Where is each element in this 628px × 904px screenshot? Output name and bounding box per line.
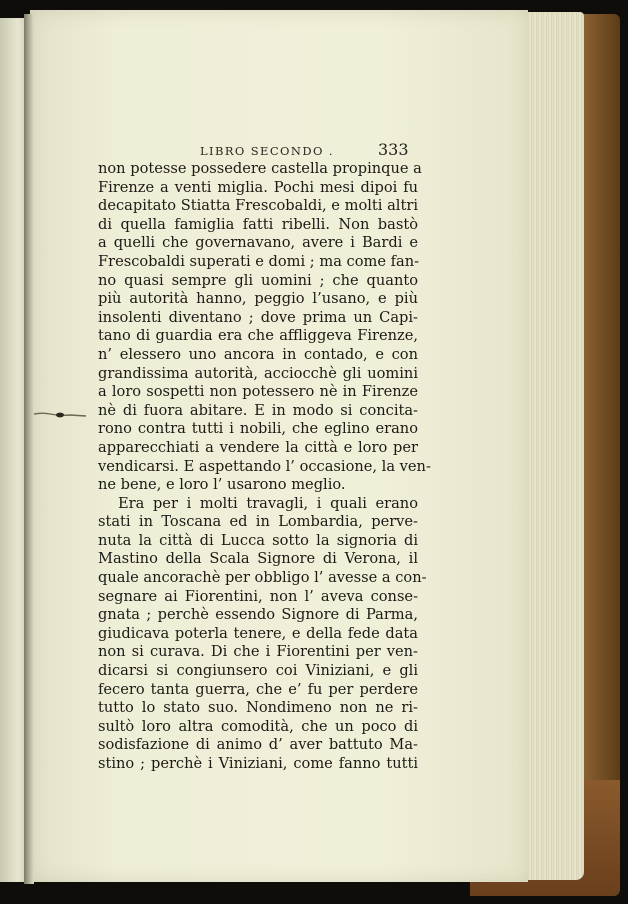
text-line: sodisfazione di animo d’ aver battuto Ma-: [98, 736, 418, 754]
text-line: n’ elessero uno ancora in contado, e con: [98, 345, 418, 363]
text-line: Frescobaldi superati e domi ; ma come fan-: [98, 252, 420, 270]
text-line: a quelli che governavano, avere i Bardi e: [98, 234, 418, 252]
text-line: non potesse possedere castella propinque a: [98, 160, 422, 177]
book-page: [30, 10, 528, 882]
text-line: fecero tanta guerra, che e’ fu per perdere: [98, 680, 418, 698]
page-number: 333: [378, 140, 409, 159]
text-line: Firenze a venti miglia. Pochi mesi dipoi fu: [98, 178, 418, 196]
text-line: segnare ai Fiorentini, non l’ aveva conse-: [98, 587, 418, 605]
text-line: Mastino della Scala Signore di Verona, il: [98, 550, 418, 568]
text-line: giudicava poterla tenere, e della fede data: [98, 624, 418, 642]
body-text: [98, 160, 431, 774]
text-line: tutto lo stato suo. Nondimeno non ne ri-: [98, 699, 418, 717]
text-line: nuta la città di Lucca sotto la signoria di: [98, 531, 418, 549]
text-line: più autorità hanno, peggio l’usano, e più: [98, 290, 418, 308]
text-line: tano di guardia era che affliggeva Firenze,: [98, 327, 418, 345]
text-line: grandissima autorità, acciocchè gli uomini: [98, 364, 418, 382]
text-line: sultò loro altra comodità, che un poco di: [98, 717, 418, 735]
text-line: vendicarsi. E aspettando l’ occasione, la ven-: [98, 457, 431, 475]
text-line: gnata ; perchè essendo Signore di Parma,: [98, 606, 418, 624]
paragraph-end-line: ne bene, e loro l’ usarono meglio.: [98, 476, 346, 494]
page-gutter: [24, 14, 34, 884]
facing-page: [0, 18, 26, 882]
text-line: no quasi sempre gli uomini ; che quanto: [98, 271, 418, 289]
text-line: nè di fuora abitare. E in modo si concita-: [98, 401, 418, 419]
running-head: [200, 140, 410, 160]
text-line: insolenti diventano ; dove prima un Capi-: [98, 308, 418, 326]
text-line: stati in Toscana ed in Lombardia, perve-: [98, 513, 418, 531]
text-line: rono contra tutti i nobili, che eglino erano: [98, 420, 418, 438]
text-line: quale ancorachè per obbligo l’ avesse a con-: [98, 569, 427, 587]
text-line: apparecchiati a vendere la città e loro per: [98, 438, 418, 456]
paragraph-start-line: Era per i molti travagli, i quali erano: [118, 494, 418, 512]
text-line: decapitato Stiatta Frescobaldi, e molti altri: [98, 197, 418, 215]
text-line: stino ; perchè i Viniziani, come fanno tutti: [98, 755, 418, 772]
text-line: dicarsi si congiunsero coi Viniziani, e gli: [98, 662, 418, 680]
text-line: a loro sospetti non potessero nè in Firenze: [98, 383, 418, 401]
binding-thread: [30, 408, 90, 422]
text-line: non si curava. Di che i Fiorentini per ven-: [98, 643, 418, 661]
text-line: di quella famiglia fatti ribelli. Non bastò: [98, 215, 418, 233]
running-head-title: LIBRO SECONDO .: [200, 144, 334, 158]
